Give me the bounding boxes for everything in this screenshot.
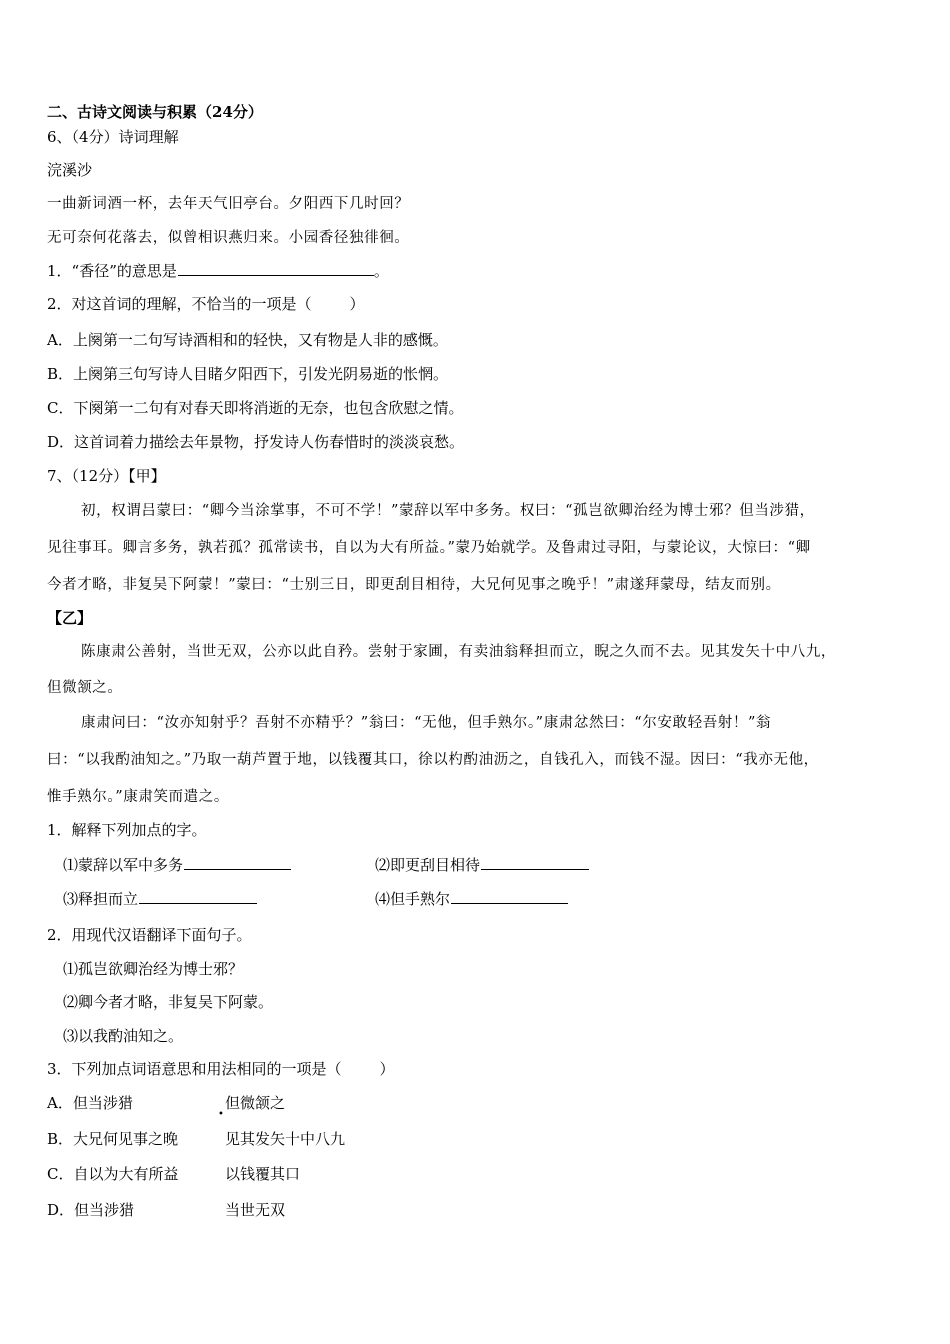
yi-label: 【乙】 [47, 609, 93, 627]
q6-option-a: A．上阕第一二句写诗酒相和的轻快，又有物是人非的感慨。 [47, 331, 448, 349]
item-text: ⑵即更刮目相待 [375, 856, 481, 874]
q7-header: 7、（12分）【甲】 [47, 467, 166, 485]
poem-line-2: 无可奈何花落去，似曾相识燕归来。小园香径独徘徊。 [47, 230, 410, 246]
jia-line-2: 见往事耳。卿言多务，孰若孤？孤常读书，自以为大有所益。”蒙乃始就学。及鲁肃过寻阳，与蒙论议，大惊曰：“卿 [47, 540, 811, 556]
emphasis-dot: • [218, 1109, 224, 1120]
q7-sub1-title: 1．解释下列加点的字。 [47, 821, 207, 839]
q7-sub1-item-2 [375, 855, 589, 874]
item-text: ⑶释担而立 [63, 890, 139, 908]
q6-sub1 [47, 261, 389, 280]
answer-blank[interactable] [139, 889, 257, 904]
q6-header: 6、（4分）诗词理解 [47, 128, 179, 146]
q7-sub2-item-2: ⑵卿今者才略，非复吴下阿蒙。 [63, 993, 274, 1011]
q7-option-a-left: A．但当涉猎 [47, 1094, 133, 1112]
yi-line-2: 但微颔之。 [47, 680, 123, 696]
q7-option-b-left: B．大兄何见事之晚 [47, 1130, 179, 1148]
answer-blank[interactable] [481, 855, 589, 870]
q6-sub2-text: 2．对这首词的理解，不恰当的一项是（ [47, 295, 312, 313]
q7-sub3-end: ） [379, 1060, 395, 1078]
q7-sub2-item-3: ⑶以我酌油知之。 [63, 1027, 184, 1045]
q7-sub3 [47, 1060, 395, 1078]
item-text: ⑷但手熟尔 [375, 890, 451, 908]
q7-option-d-left: D．但当涉猎 [47, 1201, 135, 1219]
section-title: 二、古诗文阅读与积累（24分） [47, 103, 263, 121]
q7-sub1-item-4 [375, 889, 568, 908]
q6-sub1-end: 。 [373, 262, 389, 280]
q6-sub2 [47, 295, 365, 313]
q7-sub1-item-1 [63, 855, 291, 874]
answer-blank[interactable] [184, 855, 291, 870]
q7-option-c-left: C．自以为大有所益 [47, 1165, 179, 1183]
yi-line-5: 惟手熟尔。”康肃笑而遣之。 [47, 789, 229, 805]
yi-line-4: 曰：“以我酌油知之。”乃取一葫芦置于地，以钱覆其口，徐以杓酌油沥之，自钱孔入，而钱不湿。因曰：“我亦无他， [47, 752, 819, 768]
q7-option-c-right: 以钱覆其口 [225, 1165, 301, 1183]
q6-option-b: B．上阕第三句写诗人目睹夕阳西下，引发光阴易逝的怅惘。 [47, 365, 449, 383]
q7-option-a-right: 但微颔之 [225, 1094, 286, 1112]
poem-line-1: 一曲新词酒一杯，去年天气旧亭台。夕阳西下几时回？ [47, 196, 410, 212]
q7-sub3-text: 3．下列加点词语意思和用法相同的一项是（ [47, 1060, 342, 1078]
jia-line-1: 初，权谓吕蒙曰：“卿今当涂掌事，不可不学！”蒙辞以军中多务。权曰：“孤岂欲卿治经为博士邪？但当涉猎， [81, 503, 815, 519]
q7-option-b-right: 见其发矢十中八九 [225, 1130, 346, 1148]
q6-option-d: D．这首词着力描绘去年景物，抒发诗人伤春惜时的淡淡哀愁。 [47, 433, 465, 451]
item-text: ⑴蒙辞以军中多务 [63, 856, 184, 874]
q7-sub1-item-3 [63, 889, 257, 908]
q7-sub2-item-1: ⑴孤岂欲卿治经为博士邪？ [63, 960, 244, 978]
jia-line-3: 今者才略，非复吴下阿蒙！”蒙曰：“士别三日，即更刮目相待，大兄何见事之晚乎！”肃遂拜蒙母，结友而别。 [47, 577, 781, 593]
q7-sub2-title: 2．用现代汉语翻译下面句子。 [47, 926, 252, 944]
poem-title: 浣溪沙 [47, 161, 93, 179]
yi-line-3: 康肃问曰：“汝亦知射乎？吾射不亦精乎？”翁曰：“无他，但手熟尔。”康肃忿然曰：“尔安敢轻吾射！”翁 [81, 715, 772, 731]
q6-sub1-text: 1．“香径”的意思是 [47, 262, 177, 280]
q6-option-c: C．下阕第一二句有对春天即将消逝的无奈，也包含欣慰之情。 [47, 399, 464, 417]
q6-sub2-end: ） [349, 295, 365, 313]
yi-line-1: 陈康肃公善射，当世无双，公亦以此自矜。尝射于家圃，有卖油翁释担而立，睨之久而不去。见其发矢十中八九， [81, 644, 836, 660]
answer-blank[interactable] [451, 889, 568, 904]
answer-blank[interactable] [178, 261, 374, 276]
q7-option-d-right: 当世无双 [225, 1201, 286, 1219]
